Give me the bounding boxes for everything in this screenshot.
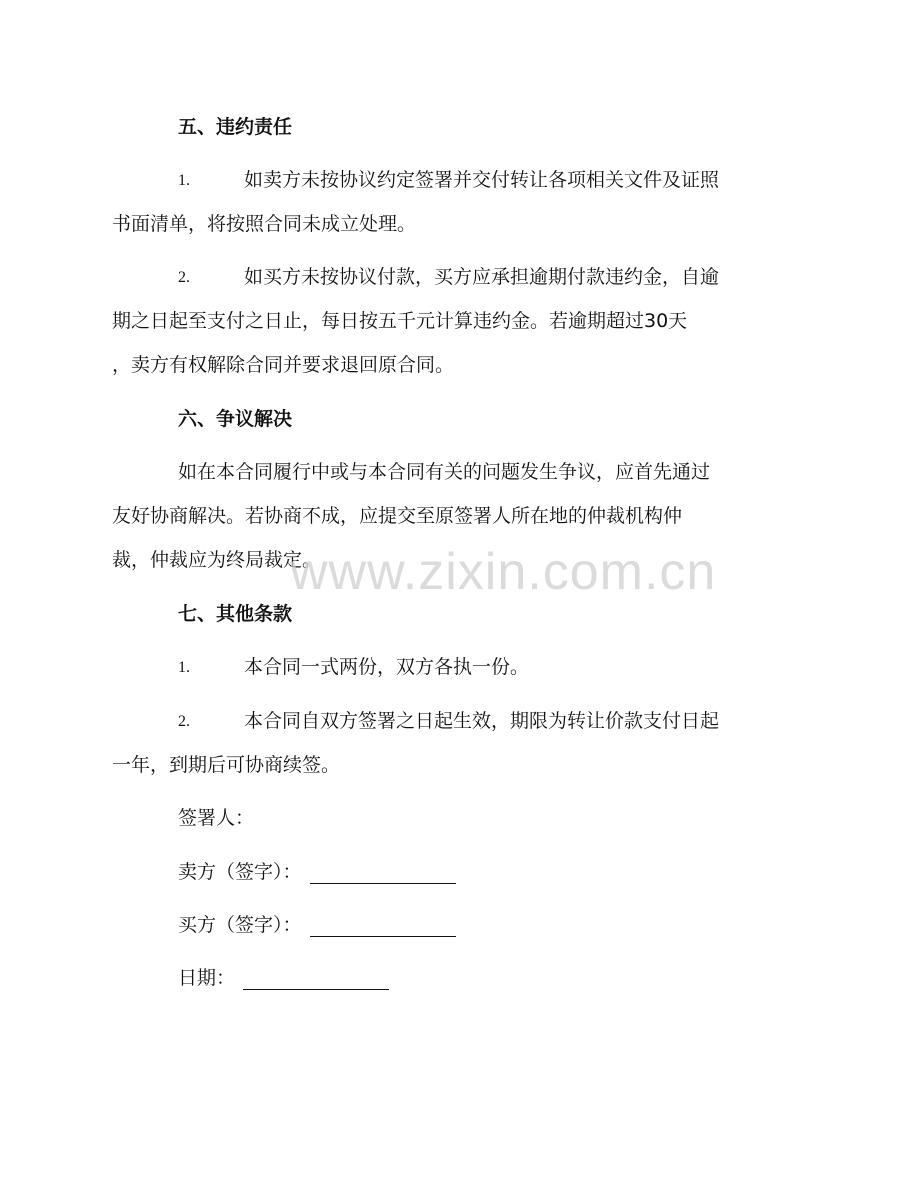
section-heading-breach: 五、违约责任 [178, 116, 293, 138]
clause-text-line: ，卖方有权解除合同并要求退回原合同。 [112, 354, 455, 376]
date-blank[interactable] [243, 971, 389, 990]
clause-number: 1. [178, 659, 190, 676]
paragraph-line: 友好协商解决。若协商不成，应提交至原签署人所在地的仲裁机构仲 [112, 505, 683, 527]
clause-text-line: 本合同一式两份，双方各执一份。 [244, 656, 530, 678]
section-heading-dispute: 六、争议解决 [178, 408, 293, 430]
seller-signature-row [178, 860, 456, 884]
seller-signature-label: 卖方（签字）： [178, 861, 302, 883]
clause-text-line: 期之日起至支付之日止，每日按五千元计算违约金。若逾期超过30天 [112, 310, 688, 332]
watermark: www.zixin.com.cn [290, 543, 717, 601]
clause-text-line: 如卖方未按协议约定签署并交付转让各项相关文件及证照 [244, 169, 720, 191]
clause-number: 2. [178, 269, 190, 286]
buyer-signature-row [178, 913, 456, 937]
clause-text-line: 如买方未按协议付款，买方应承担逾期付款违约金，自逾 [244, 266, 720, 288]
paragraph-line: 裁，仲裁应为终局裁定。 [112, 549, 322, 571]
date-label: 日期： [178, 967, 236, 989]
clause-number: 1. [178, 172, 190, 189]
clause-text-line: 本合同自双方签署之日起生效，期限为转让价款支付日起 [244, 710, 720, 732]
clause-text-line: 书面清单，将按照合同未成立处理。 [112, 213, 417, 235]
clause-number: 2. [178, 713, 190, 730]
buyer-signature-label: 买方（签字）： [178, 914, 302, 936]
buyer-signature-blank[interactable] [310, 918, 456, 937]
signers-label: 签署人： [178, 807, 255, 829]
clause-text-line: 一年，到期后可协商续签。 [112, 754, 341, 776]
seller-signature-blank[interactable] [310, 865, 456, 884]
section-heading-other: 七、其他条款 [178, 603, 293, 625]
date-row [178, 966, 389, 990]
paragraph-line: 如在本合同履行中或与本合同有关的问题发生争议，应首先通过 [178, 461, 711, 483]
